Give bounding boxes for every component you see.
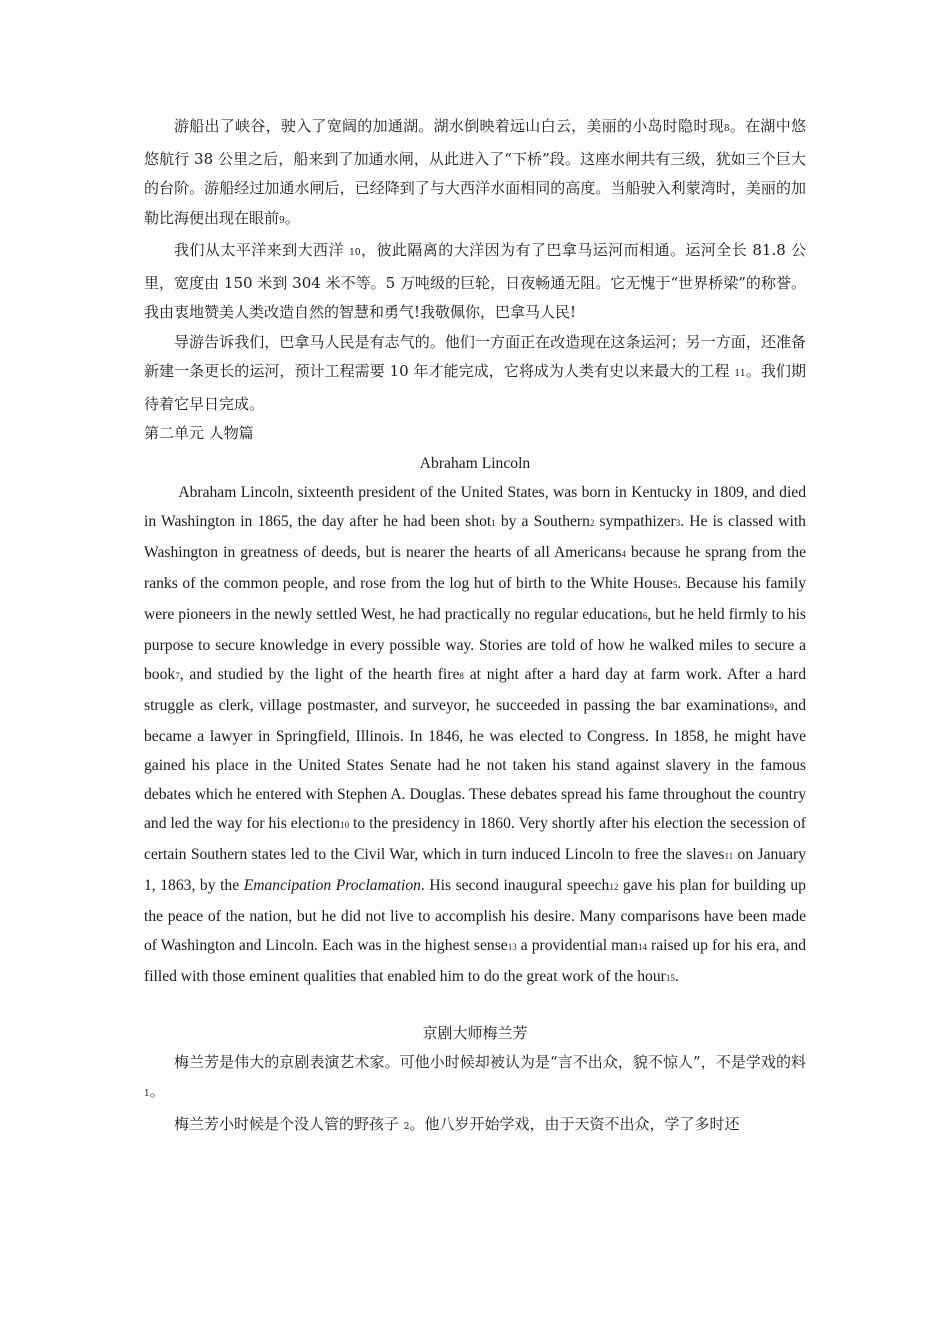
- section-panama-canal: [144, 112, 806, 419]
- text-run: sympathizer: [594, 512, 676, 530]
- text-run: 。在湖中悠悠航行 38 公里之后，船来到了加通水闸，从此进入了“下桥”段。这座水闸共有三级，犹如三个巨大的台阶。游船经过加通水闸后，已经降到了与大西洋水面相同的高度。当船驶入利蒙湾时，美丽的加勒比海便出现在眼前: [144, 117, 806, 227]
- footnote-marker: 5: [672, 579, 678, 590]
- text-run: because he sprang from the ranks of the common people, and rose from the log hut of birth to the White House: [144, 543, 806, 592]
- footnote-marker: 2: [589, 517, 595, 528]
- footnote-marker: 10: [349, 248, 361, 258]
- footnote-marker: 13: [507, 941, 517, 952]
- text-run: at night after a hard day at farm work. After a hard struggle as clerk, village postmaster, and surveyor, he succeeded in passing the bar examinations: [144, 665, 806, 714]
- text-run: 。: [284, 208, 300, 227]
- text-run: . His second inaugural speech: [420, 876, 610, 894]
- footnote-marker: 12: [609, 881, 619, 892]
- body-paragraph: [144, 236, 806, 328]
- text-run: raised up for his era, and filled with those eminent qualities that enabled him to do the great work of the hour: [144, 936, 806, 985]
- text-run: to the presidency in 1860. Very shortly after his election the secession of certain Southern states led to the Civil War, which in turn induced Lincoln to free the slaves: [144, 814, 806, 863]
- text-run: gave his plan for building up the peace of the nation, but he did not live to accomplish his desire. Many comparisons have been made of Washington and Lincoln. Each was in the highest sense: [144, 876, 806, 954]
- footnote-marker: 11: [724, 850, 734, 861]
- footnote-marker: 9: [279, 215, 285, 226]
- footnote-marker: 1: [144, 1089, 150, 1099]
- text-run: 梅兰芳小时候是个没人管的野孩子: [174, 1114, 404, 1133]
- section-meilanfang: [144, 1048, 806, 1143]
- body-paragraph: [144, 1048, 806, 1110]
- footnote-marker: 14: [637, 941, 647, 952]
- footnote-marker: 9: [769, 701, 774, 712]
- body-paragraph: [144, 328, 806, 420]
- text-run: 导游告诉我们，巴拿马人民是有志气的。他们一方面正在改造现在这条运河；另一方面，还准备新建一条更长的运河，预计工程需要 10 年才能完成，它将成为人类有史以来最大的工程: [144, 332, 806, 380]
- text-run: by a Southern: [495, 512, 590, 530]
- footnote-marker: 2: [403, 1121, 410, 1132]
- text-run: 。我们期待着它早日完成。: [144, 362, 806, 413]
- lincoln-title: Abraham Lincoln: [419, 454, 531, 472]
- footnote-marker: 3: [675, 517, 681, 528]
- text-run: , and became a lawyer in Springfield, Illinois. In 1846, he was elected to Congress. In 1858, he might have gained his place in the United States Senate had he not taken his stand against slavery in the famous debates which he entered with Stephen A. Douglas. These debates spread his fame throughout the country and led the way for his election: [144, 696, 806, 832]
- text-run: 梅兰芳是伟大的京剧表演艺术家。可他小时候却被认为是“言不出众，貌不惊人”，不是学戏的料: [174, 1052, 806, 1071]
- text-run: , but he held firmly to his purpose to secure knowledge in every possible way. Stories are told of how he walked miles to secure a book: [144, 605, 806, 683]
- body-paragraph: [144, 112, 806, 236]
- footnote-marker: 8: [723, 124, 730, 134]
- section-gap: [144, 993, 806, 1019]
- meilanfang-title: 京剧大师梅兰芳: [422, 1023, 528, 1042]
- italic-text: Emancipation Proclamation: [243, 876, 421, 894]
- footnote-marker: 10: [340, 819, 350, 830]
- body-paragraph: [144, 1110, 806, 1143]
- footnote-marker: 15: [665, 972, 675, 983]
- text-run: . He is classed with Washington in greatness of deeds, but is nearer the hearts of all Americans: [144, 512, 806, 561]
- text-run: Abraham Lincoln, sixteenth president of the United States, was born in Kentucky in 1809, and died in Washington in 1865, the day after he had been shot: [144, 483, 806, 530]
- document-page: [144, 112, 806, 1142]
- text-run: a providential man: [516, 936, 638, 954]
- lincoln-paragraph: [144, 478, 806, 993]
- footnote-marker: 11: [734, 369, 746, 379]
- unit-heading: 第二单元 人物篇: [144, 424, 254, 442]
- text-run: ，彼此隔离的大洋因为有了巴拿马运河而相通。运河全长 81.8 公里，宽度由 150 米到 304 米不等。5 万吨级的巨轮，日夜畅通无阻。它无愧于“世界桥梁”的称誉。我由衷地赞美人类改造自然的智慧和勇气!我敬佩你，巴拿马人民!: [144, 241, 806, 321]
- text-run: on January 1, 1863, by the: [144, 845, 807, 894]
- footnote-marker: 6: [642, 610, 648, 621]
- footnote-marker: 7: [175, 670, 180, 681]
- text-run: 游船出了峡谷，驶入了宽阔的加通湖。湖水倒映着远山白云，美丽的小岛时隐时现: [174, 117, 724, 135]
- text-run: 我们从太平洋来到大西洋: [174, 241, 350, 259]
- footnote-marker: 8: [459, 670, 464, 681]
- text-run: 。他八岁开始学戏，由于天资不出众，学了多时还: [409, 1114, 740, 1133]
- footnote-marker: 4: [621, 548, 626, 559]
- text-run: . Because his family were pioneers in the newly settled West, he had practically no regular education: [144, 574, 806, 623]
- text-run: .: [674, 967, 679, 985]
- text-run: , and studied by the light of the hearth fire: [179, 665, 460, 683]
- text-run: 。: [149, 1082, 165, 1100]
- footnote-marker: 1: [491, 517, 496, 528]
